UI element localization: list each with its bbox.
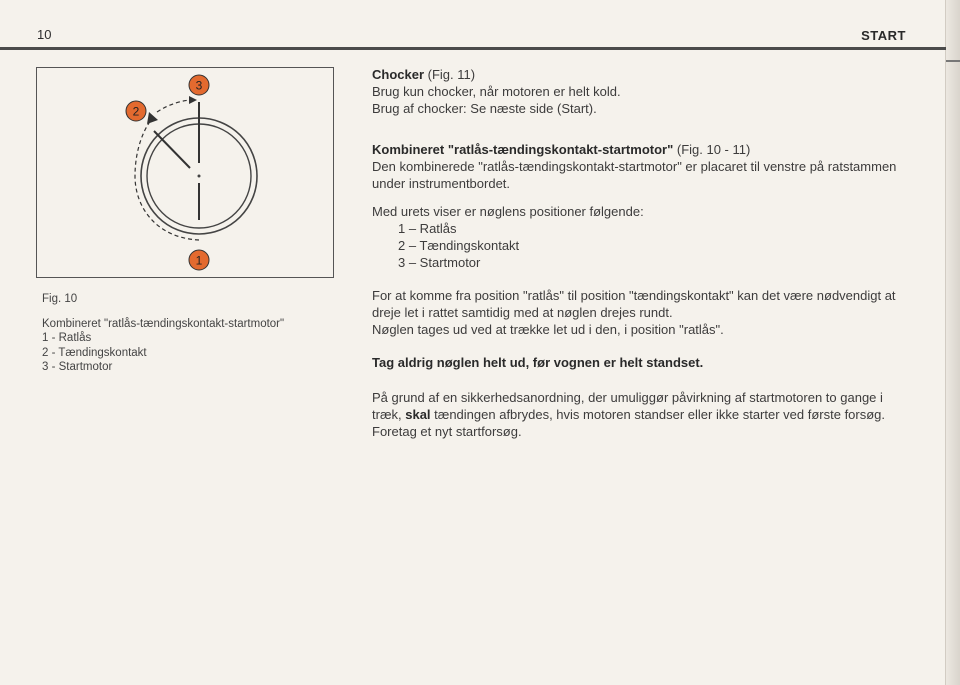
svg-text:2: 2 (132, 104, 140, 119)
section-title: START (861, 28, 906, 43)
rotation-arc-top (157, 100, 193, 112)
chocker-heading: Chocker (Fig. 11) (372, 67, 476, 82)
key-removal-text: Nøglen tages ud ved at trække let ud i den, i position "ratlås". (372, 322, 724, 337)
position-item: 3 – Startmotor (398, 255, 481, 270)
kombineret-heading: Kombineret "ratlås-tændingskontakt-startmotor" (Fig. 10 - 11) (372, 142, 751, 157)
page-number: 10 (37, 27, 52, 42)
marker-1 (189, 250, 209, 270)
chocker-line-2: Brug af chocker: Se næste side (Start). (372, 101, 597, 116)
top-arrowhead (189, 96, 197, 104)
page-edge (945, 0, 960, 685)
marker-2 (126, 101, 146, 121)
warning-text: Tag aldrig nøglen helt ud, før vognen er helt standset. (372, 355, 704, 370)
arc-arrowhead (147, 112, 158, 124)
page-edge-mark (946, 60, 960, 62)
safety-text: På grund af en sikkerhedsanordning, der umuliggør påvirkning af startmotoren to gange i træk, skal tændingen afbrydes, hvis motoren standser eller ikke starter ved første forsøg. Foretag et nyt startforsøg. (372, 390, 886, 439)
positions-list (398, 220, 912, 271)
caption-title: Kombineret "ratlås-tændingskontakt-startmotor" (42, 317, 285, 330)
position-item: 1 – Ratlås (398, 221, 457, 236)
header-rule (0, 47, 946, 50)
svg-text:3: 3 (195, 78, 203, 93)
ignition-switch-diagram (37, 68, 333, 277)
position-2-key-line (154, 131, 190, 168)
kombineret-text: Den kombinerede "ratlås-tændingskontakt-startmotor" er placaret til venstre på ratstammen under instrumentbordet. (372, 159, 897, 191)
caption-item: 2 - Tændingskontakt (42, 346, 147, 359)
position-change-text: For at komme fra position "ratlås" til position "tændingskontakt" kan det være nødvendigt at dreje let i rattet samtidig med at nøglen drejes rundt. (372, 288, 896, 320)
figure-caption (42, 292, 284, 375)
figure-10 (36, 67, 334, 278)
marker-3 (189, 75, 209, 95)
caption-item: 1 - Ratlås (42, 332, 92, 344)
caption-label: Fig. 10 (42, 293, 78, 305)
positions-intro: Med urets viser er nøglens positioner følgende: (372, 204, 644, 219)
ignition-center (198, 175, 201, 178)
chocker-line-1: Brug kun chocker, når motoren er helt kold. (372, 84, 621, 99)
svg-text:1: 1 (195, 253, 203, 268)
rotation-arc (135, 118, 199, 240)
caption-item: 3 - Startmotor (42, 361, 113, 373)
position-item: 2 – Tændingskontakt (398, 238, 520, 253)
main-content (372, 66, 912, 440)
